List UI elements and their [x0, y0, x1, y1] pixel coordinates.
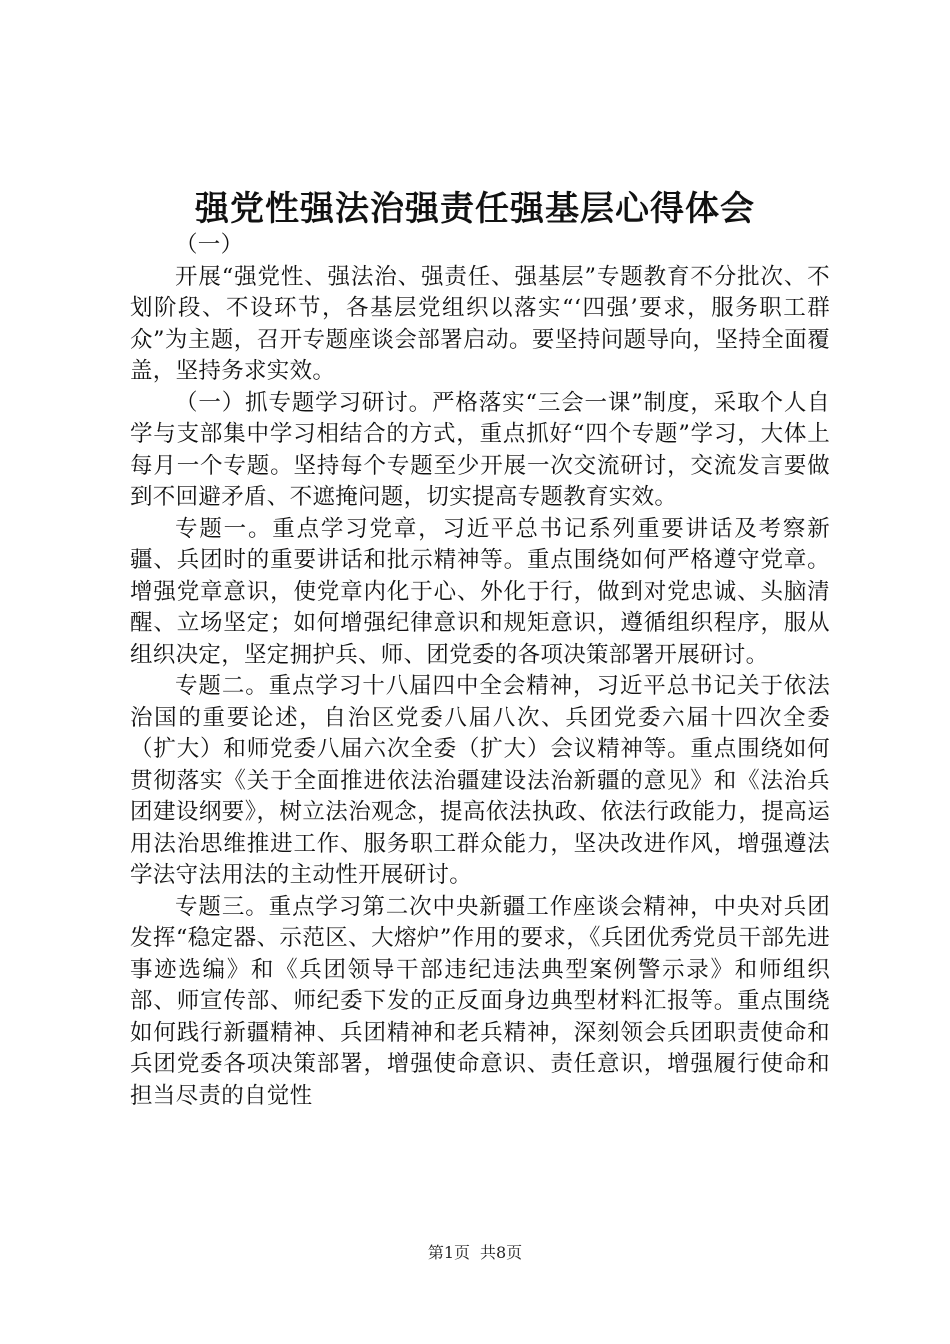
paragraph-topic-two: 专题二。重点学习十八届四中全会精神，习近平总书记关于依法治国的重要论述，自治区党委八届八次、兵团党委六届十四次全委（扩大）和师党委八届六次全委（扩大）会议精神等。重点围绕如何贯彻落实《关于全面推进依法治疆建设法治新疆的意见》和《法治兵团建设纲要》，树立法治观念，提高依法执政、依法行政能力，提高运用法治思维推进工作、服务职工群众能力，坚决改进作风，增强遵法学法守法用法的主动性开展研讨。 — [130, 673, 830, 888]
paragraph-study-discussion: （一）抓专题学习研讨。严格落实“三会一课”制度，采取个人自学与支部集中学习相结合的方式，重点抓好“四个专题”学习，大体上每月一个专题。坚持每个专题至少开展一次交流研讨，交流发言要做到不回避矛盾、不遮掩问题，切实提高专题教育实效。 — [130, 389, 830, 510]
page-total: 共8页 — [480, 1243, 523, 1262]
page-number: 第1页 — [427, 1243, 470, 1262]
paragraph-section-marker: （一） — [175, 232, 244, 258]
document-body — [130, 230, 830, 1112]
document-title: 强党性强法治强责任强基层心得体会 — [195, 189, 755, 229]
paragraph-topic-one: 专题一。重点学习党章，习近平总书记系列重要讲话及考察新疆、兵团时的重要讲话和批示精神等。重点围绕如何严格遵守党章。增强党章意识，使党章内化于心、外化于行，做到对党忠诚、头脑清醒、立场坚定；如何增强纪律意识和规矩意识，遵循组织程序，服从组织决定，坚定拥护兵、师、团党委的各项决策部署开展研讨。 — [130, 515, 830, 668]
paragraph-topic-three: 专题三。重点学习第二次中央新疆工作座谈会精神，中央对兵团发挥“稳定器、示范区、大熔炉”作用的要求，《兵团优秀党员干部先进事迹选编》和《兵团领导干部违纪违法典型案例警示录》和师组织部、师宣传部、师纪委下发的正反面身边典型材料汇报等。重点围绕如何践行新疆精神、兵团精神和老兵精神，深刻领会兵团职责使命和兵团党委各项决策部署，增强使命意识、责任意识，增强履行使命和担当尽责的自觉性 — [130, 893, 830, 1109]
page-footer — [0, 1242, 950, 1264]
paragraph-intro: 开展“强党性、强法治、强责任、强基层”专题教育不分批次、不划阶段、不设环节，各基层党组织以落实“‘四强’要求，服务职工群众”为主题，召开专题座谈会部署启动。要坚持问题导向，坚持全面覆盖，坚持务求实效。 — [130, 263, 830, 384]
